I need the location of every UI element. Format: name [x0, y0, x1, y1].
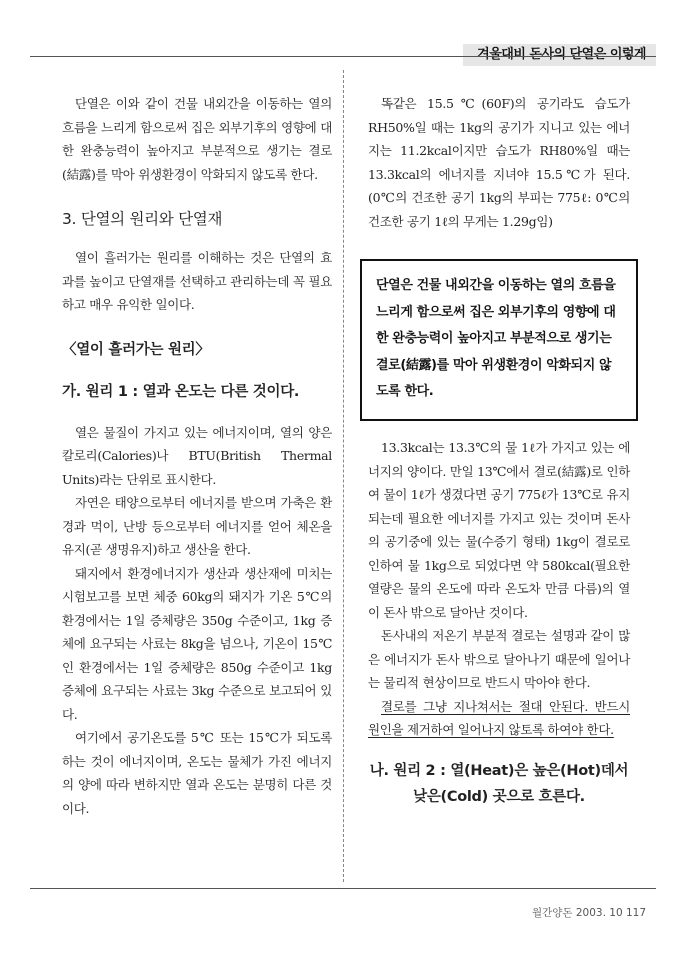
subsection-heading: 〈열이 흘러가는 원리〉: [62, 341, 210, 358]
running-header: 겨울대비 돈사의 단열은 이렇게: [463, 44, 656, 66]
right-column-bottom: [368, 436, 630, 810]
emphasis-paragraph: 결로를 그냥 지나쳐서는 절대 안된다. 반드시 원인을 제거하여 일어나지 않토록 하여야 한다.: [368, 698, 630, 737]
section-heading: 3. 단열의 원리와 단열재: [62, 210, 223, 228]
right-column-top: [368, 92, 630, 233]
intro-paragraph: 단열은 이와 같이 건물 내외간을 이동하는 열의 흐름을 느리게 함으로써 집은 외부기후의 영향에 대한 완충능력이 높아지고 부분적으로 생기는 결로(結露)를 막아 위생환경이 악화되지 않도록 한다.: [62, 96, 332, 182]
paragraph: 돼지에서 환경에너지가 생산과 생산재에 미치는 시험보고를 보면 체중 60kg의 돼지가 기온 5℃의 환경에서는 1일 증체량은 350g 수준이고, 1kg 증체에 요구되는 사료는 8kg을 넘으나, 기온이 15℃인 환경에서는 1일 증체량은 850g 수준이고 1kg 증체에 요구되는 사료는 3kg 수준으로 보고되어 있다.: [62, 565, 332, 722]
top-rule: [30, 56, 656, 57]
left-column: [62, 92, 332, 820]
pull-quote-text: 단열은 건물 내외간을 이동하는 열의 흐름을 느리게 함으로써 집은 외부기후의 영향에 대한 완충능력이 높아지고 부분적으로 생기는 결로(結露)를 막아 위생환경이 악화되지 않도록 한다.: [376, 278, 616, 399]
page-footer: 월간양돈 2003. 10 117: [531, 907, 646, 919]
principle-1-heading: 가. 원리 1 : 열과 온도는 다른 것이다.: [62, 383, 300, 400]
paragraph: 똑같은 15.5℃(60F)의 공기라도 습도가 RH50%일 때는 1kg의 공기가 지니고 있는 에너지는 11.2kcal이지만 습도가 RH80%일 때는 13.3kcal의 에너지를 지녀야 15.5℃가 된다.(0℃의 건조한 공기 1kg의 부피는 775ℓ: 0℃의 건조한 공기 1ℓ의 무게는 1.29g임): [368, 96, 630, 229]
section-paragraph: 열이 흘러가는 원리를 이해하는 것은 단열의 효과를 높이고 단열재를 선택하고 관리하는데 꼭 필요하고 매우 유익한 일이다.: [62, 250, 332, 312]
paragraph: 자연은 태양으로부터 에너지를 받으며 가축은 환경과 먹이, 난방 등으로부터 에너지를 얻어 체온을 유지(곧 생명유지)하고 생산을 한다.: [62, 495, 332, 557]
paragraph: 열은 물질이 가지고 있는 에너지이며, 열의 양은 칼로리(Calories)나 BTU(British Thermal Units)라는 단위로 표시한다.: [62, 424, 332, 487]
paragraph: 13.3kcal는 13.3℃의 물 1ℓ가 가지고 있는 에너지의 양이다. 만일 13℃에서 결로(結露)로 인하여 물이 1ℓ가 생겼다면 공기 775ℓ가 13℃로 유지되는데 필요한 에너지를 가지고 있는 것이며 돈사의 공기중에 있는 물(수증기 형태) 1kg이 결로로 인하여 물 1kg으로 되었다면 약 580kcal(필요한 열량은 물의 온도에 따라 온도차 만큼 다름)의 열이 돈사 밖으로 달아난 것이다.: [368, 440, 630, 620]
column-divider: [343, 70, 344, 882]
pull-quote-box: [360, 259, 638, 421]
principle-2-heading: 나. 원리 2 : 열(Heat)은 높은(Hot)데서 낮은(Cold) 곳으로 흐른다.: [369, 762, 629, 805]
bottom-rule: [30, 888, 656, 889]
paragraph: 돈사내의 저온기 부분적 결로는 설명과 같이 많은 에너지가 돈사 밖으로 달아나기 때문에 일어나는 물리적 현상이므로 반드시 막아야 한다.: [368, 628, 630, 690]
paragraph: 여기에서 공기온도를 5℃ 또는 15℃가 되도록 하는 것이 에너지이며, 온도는 물체가 가진 에너지의 양에 따라 변하지만 열과 온도는 분명히 다른 것이다.: [62, 730, 332, 816]
